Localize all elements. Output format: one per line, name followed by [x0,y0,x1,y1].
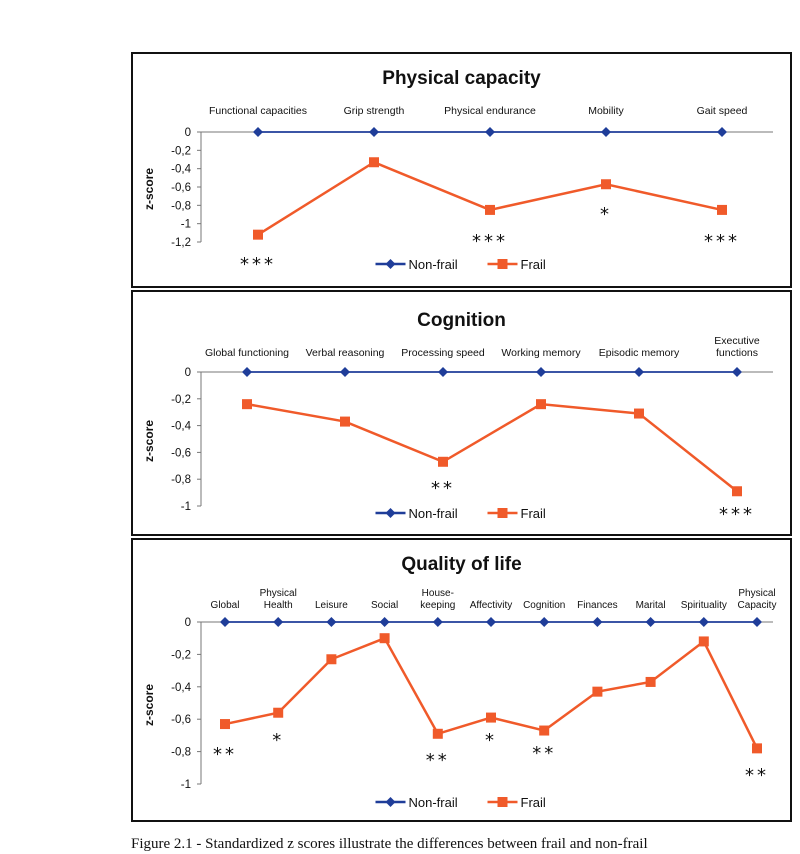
significance-marker: * [485,730,497,751]
y-tick-label: -0,6 [171,447,191,460]
point-non-frail-executive-functions [732,367,742,377]
point-frail-gait-speed [717,205,727,215]
category-label-line: keeping [420,600,456,611]
chart-title: Cognition [417,310,506,331]
point-frail-global [220,719,230,729]
point-non-frail-physical-health [273,617,283,627]
point-non-frail-global-functioning [242,367,252,377]
point-non-frail-affectivity [486,617,496,627]
legend-label-frail: Frail [520,257,546,272]
point-frail-physical-capacity [752,743,762,753]
category-label-line: Episodic memory [598,347,680,359]
y-tick-label: -0,2 [171,393,191,406]
significance-marker: * [272,730,285,751]
point-non-frail-processing-speed [438,367,448,377]
category-label-social [371,600,398,611]
y-tick-label: -0,6 [171,714,191,727]
category-label-line: Spirituality [680,600,727,611]
category-label-executive-functions [714,335,760,359]
category-label-affectivity [470,600,513,611]
legend-swatch-marker [386,797,396,807]
y-tick-label: -1 [180,501,191,513]
legend-swatch-marker [498,797,508,807]
legend-label-non-frail: Non-frail [408,795,458,810]
category-label-verbal-reasoning [306,347,385,359]
legend-swatch-marker [498,508,508,518]
chart-svg [133,292,790,534]
significance-marker: *** [472,231,508,252]
y-axis-label: z-score [142,419,156,463]
point-non-frail-leisure [326,617,336,627]
category-label-line: Physical [738,588,776,599]
legend-label-frail: Frail [520,795,546,810]
figure-caption: Figure 2.1 - Standardized z scores illustrate the differences between frail and non-frail [131,836,648,852]
legend-swatch-marker [386,508,396,518]
point-frail-verbal-reasoning [340,417,350,427]
point-non-frail-spirituality [699,617,709,627]
chart-svg [133,54,790,286]
legend [376,506,546,521]
point-frail-episodic-memory [634,409,644,419]
point-frail-cognition [539,726,549,736]
point-non-frail-verbal-reasoning [340,367,350,377]
y-tick-label: -0,8 [171,746,191,759]
category-label-line: Social [370,600,399,611]
significance-marker: ** [532,743,557,764]
category-label-line: functions [715,347,759,359]
point-frail-grip-strength [369,157,379,167]
category-label-line: Mobility [588,105,624,117]
point-frail-mobility [601,179,611,189]
point-non-frail-mobility [601,127,611,137]
point-non-frail-finances [592,617,602,627]
point-frail-working-memory [536,399,546,409]
significance-marker: * [600,204,612,225]
category-label-physical-health [260,588,297,611]
category-label-line: Functional capacities [208,105,308,117]
series-line-frail [247,404,737,491]
point-frail-global-functioning [242,399,252,409]
chart-title: Quality of life [401,554,522,575]
point-frail-marital [646,677,656,687]
point-frail-affectivity [486,713,496,723]
category-label-line: House- [421,588,454,599]
legend [376,795,546,810]
point-non-frail-house-keeping [433,617,443,627]
point-non-frail-cognition [539,617,549,627]
y-tick-label: -0,8 [171,200,191,213]
y-tick-label: -0,8 [171,474,191,487]
y-tick-label: -0,4 [171,681,191,694]
legend-label-frail: Frail [520,506,546,521]
category-label-line: Grip strength [343,105,405,117]
legend-swatch-marker [498,259,508,269]
category-label-physical-capacity [738,588,777,611]
category-label-finances [577,600,618,611]
point-frail-spirituality [699,636,709,646]
category-label-line: Working memory [501,347,581,359]
category-label-line: Cognition [523,600,566,611]
significance-marker: *** [704,231,740,252]
y-tick-label: -1,2 [171,237,191,249]
y-axis-label: z-score [142,683,156,727]
y-tick-label: -0,4 [171,420,191,433]
category-label-cognition [523,600,565,611]
category-label-functional-capacities [209,105,307,117]
category-label-line: Leisure [314,600,348,611]
category-label-line: Physical endurance [444,105,536,117]
point-non-frail-physical-endurance [485,127,495,137]
category-label-physical-endurance [444,105,536,117]
category-label-line: Verbal reasoning [305,347,385,359]
category-label-line: Gait speed [696,105,748,117]
category-label-gait-speed [697,105,748,117]
category-label-grip-strength [344,105,405,117]
category-label-leisure [315,600,348,611]
legend-swatch-marker [386,259,396,269]
category-label-mobility [588,105,624,117]
significance-marker: ** [745,765,769,786]
point-frail-processing-speed [438,457,448,467]
category-label-line: Capacity [737,600,777,611]
category-label-line: Global [210,600,240,611]
category-label-line: Physical [259,588,297,599]
category-label-global-functioning [205,347,289,359]
y-tick-label: 0 [184,617,191,629]
legend [376,257,546,272]
y-tick-label: 0 [184,367,191,379]
category-label-line: Global functioning [204,347,290,359]
legend-label-non-frail: Non-frail [408,506,458,521]
point-frail-social [380,633,390,643]
point-frail-physical-health [273,708,283,718]
significance-marker: *** [240,254,276,275]
y-tick-label: -0,4 [171,163,191,176]
point-frail-functional-capacities [253,230,263,240]
point-non-frail-social [380,617,390,627]
y-tick-label: -1 [180,779,191,791]
point-non-frail-gait-speed [717,127,727,137]
point-non-frail-working-memory [536,367,546,377]
chart-svg [133,540,790,820]
point-frail-finances [592,687,602,697]
point-non-frail-functional-capacities [253,127,263,137]
chart-panel-physical-capacity [131,52,792,288]
category-label-line: Affectivity [469,600,513,611]
chart-panel-quality-of-life [131,538,792,822]
category-label-marital [636,600,666,611]
point-non-frail-physical-capacity [752,617,762,627]
category-label-processing-speed [401,347,485,359]
category-label-working-memory [501,347,581,359]
category-label-line: Executive [714,335,760,347]
significance-marker: ** [213,744,237,765]
point-non-frail-episodic-memory [634,367,644,377]
y-tick-label: -1 [180,218,191,231]
chart-title: Physical capacity [382,68,541,89]
point-frail-leisure [326,654,336,664]
point-frail-house-keeping [433,729,443,739]
y-tick-label: -0,2 [171,145,191,158]
y-tick-label: -0,2 [171,649,191,662]
point-frail-physical-endurance [485,205,495,215]
point-non-frail-global [220,617,230,627]
category-label-house-keeping [420,588,455,611]
y-tick-label: -0,6 [171,182,191,194]
significance-marker: ** [431,478,455,499]
chart-panel-cognition [131,290,792,536]
category-label-line: Finances [577,600,618,611]
point-non-frail-marital [646,617,656,627]
category-label-spirituality [681,600,727,611]
category-label-line: Marital [635,600,666,611]
significance-marker: ** [425,750,450,771]
series-line-frail [258,162,722,234]
y-tick-label: 0 [184,127,191,139]
y-axis-label: z-score [142,167,156,211]
legend-label-non-frail: Non-frail [408,257,458,272]
significance-marker: *** [719,504,755,525]
point-non-frail-grip-strength [369,127,379,137]
point-frail-executive-functions [732,486,742,496]
category-label-episodic-memory [599,347,680,359]
category-label-line: Processing speed [401,347,485,359]
category-label-line: Health [263,600,293,611]
category-label-global [211,600,240,611]
